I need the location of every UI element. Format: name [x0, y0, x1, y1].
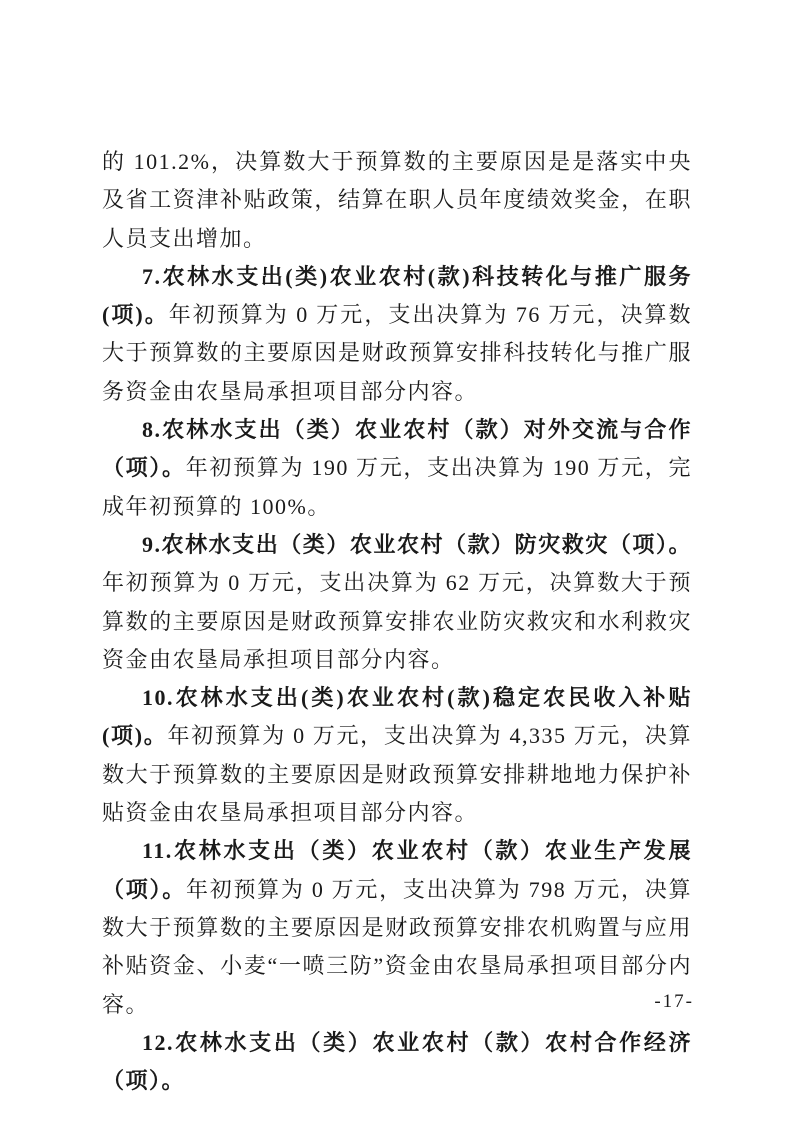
- item-heading: 12.农林水支出（类）农业农村（款）农村合作经济（项）。: [102, 1029, 692, 1094]
- paragraph-item-11: [102, 832, 692, 1023]
- paragraph-continuation: [102, 143, 692, 258]
- paragraph-item-8: [102, 411, 692, 526]
- paragraph-item-9: [102, 526, 692, 679]
- item-body: 年初预算为 0 万元，支出决算为 798 万元，决算数大于预算数的主要原因是财政预算安排农机购置与应用补贴资金、小麦“一喷三防”资金由农垦局承担项目部分内容。: [102, 876, 692, 1017]
- paragraph-item-12: [102, 1024, 692, 1101]
- item-heading: 7.农林水支出(类)农业农村(款)科技转化与推广服务(项)。: [102, 263, 692, 328]
- item-heading: 10.农林水支出(类)农业农村(款)稳定农民收入补贴(项)。: [102, 685, 692, 749]
- paragraph-text: 的 101.2%，决算数大于预算数的主要原因是是落实中央及省工资津补贴政策，结算在职人员年度绩效奖金，在职人员支出增加。: [102, 149, 692, 251]
- text-block: [102, 143, 692, 1100]
- page-number: -17-: [654, 991, 694, 1012]
- item-body: 年初预算为 190 万元，支出决算为 190 万元，完成年初预算的 100%。: [102, 455, 692, 519]
- item-heading: 11.农林水支出（类）农业农村（款）农业生产发展（项）。: [102, 838, 692, 902]
- item-body: 年初预算为 0 万元，支出决算为 4,335 万元，决算数大于预算数的主要原因是财政预算安排耕地地力保护补贴资金由农垦局承担项目部分内容。: [102, 723, 692, 826]
- paragraph-item-7: [102, 258, 692, 411]
- item-body: 年初预算为 0 万元，支出决算为 62 万元，决算数大于预算数的主要原因是财政预算安排农业防灾救灾和水利救灾资金由农垦局承担项目部分内容。: [102, 570, 692, 672]
- item-heading: 9.农林水支出（类）农业农村（款）防灾救灾（项）。: [142, 531, 692, 557]
- paragraph-item-10: [102, 679, 692, 832]
- item-body: 年初预算为 0 万元，支出决算为 76 万元，决算数大于预算数的主要原因是财政预算安排科技转化与推广服务资金由农垦局承担项目部分内容。: [102, 302, 692, 404]
- item-heading: 8.农林水支出（类）农业农村（款）对外交流与合作（项）。: [102, 417, 692, 481]
